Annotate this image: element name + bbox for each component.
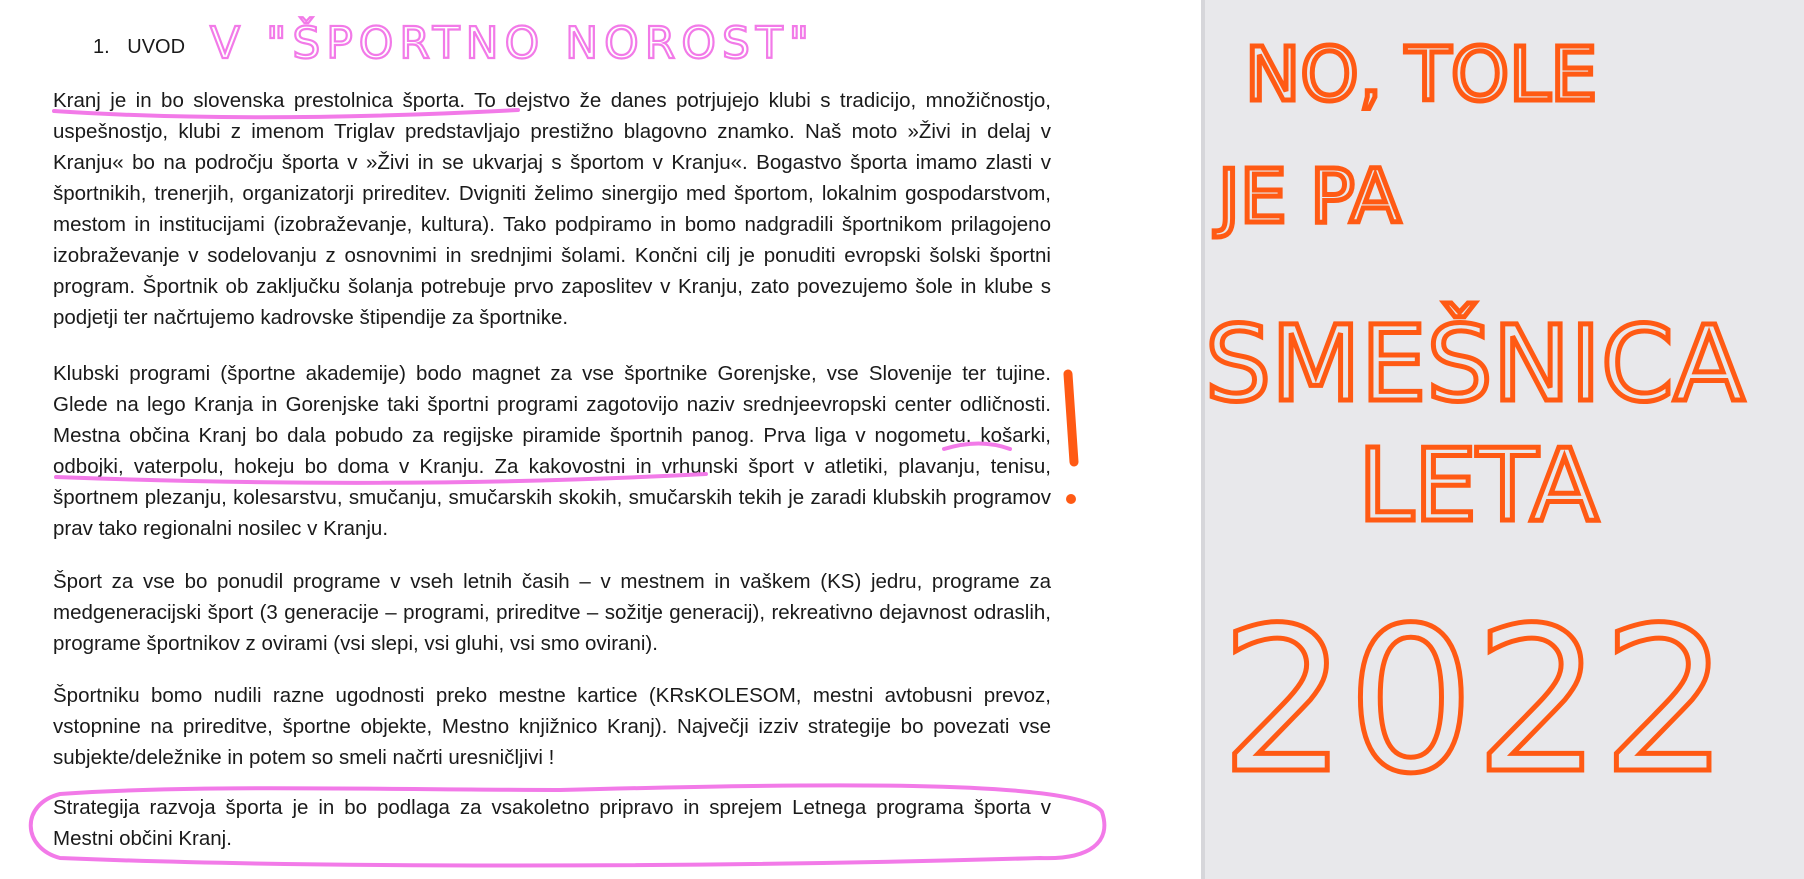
side-note-line-3: SMEŠNICA: [1205, 303, 1745, 425]
paragraph-3: Šport za vse bo ponudil programe v vseh letnih časih – v mestnem in vaškem (KS) jedru, programe za medgeneracijski šport (3 generacije – programi, prireditve – sožitje generacij), rekreativno dejavnost odraslih, programe športnikov z ovirami (vsi slepi, vsi gluhi, vsi smo ovirani).: [53, 570, 1051, 655]
heading-number: 1.: [93, 36, 110, 58]
heading-title: UVOD: [127, 36, 186, 58]
paragraph-5: Strategija razvoja športa je in bo podlaga za vsakoletno pripravo in sprejem Letnega programa športa v Mestni občini Kranj.: [53, 796, 1051, 850]
paragraph-4: Športniku bomo nudili razne ugodnosti preko mestne kartice (KRsKOLESOM, mestni avtobusni prevoz, vstopnine na prireditve, športne objekte, Mestno knjižnico Kranj). Največji izziv strategije bo povezati vse subjekte/deležnike in potem so smeli načrti uresničljivi !: [53, 684, 1051, 769]
margin-area: [1205, 0, 1804, 879]
heading-note: V "ŠPORTNO NOROST": [210, 18, 815, 69]
side-note-line-2: JE PA: [1218, 154, 1401, 240]
side-note-line-1: NO, TOLE: [1245, 32, 1598, 118]
paragraph-2: Klubski programi (športne akademije) bodo magnet za vse športnike Gorenjske, vse Slovenije ter tujine. Glede na lego Kranja in Gorenjske taki športni programi zagotovijo naziv srednjeevropski center odličnosti. Mestna občina Kranj bo dala pobudo za regijske piramide športnih panog. Prva liga v nogometu, košarki, odbojki, vaterpolu, hokeju bo doma v Kranju. Za kakovostni in vrhunski šport v atletiki, plavanju, tenisu, športnem plezanju, kolesarstvu, smučanju, smučarskih skokih, smučarskih tekih je zaradi klubskih programov prav tako regionalni nosilec v Kranju.: [53, 362, 1051, 540]
side-note-line-5: 2022: [1220, 585, 1729, 818]
section-heading: [93, 36, 185, 59]
side-note-line-4: LETA: [1358, 427, 1599, 544]
paragraph-1: Kranj je in bo slovenska prestolnica športa. To dejstvo že danes potrjujejo klubi s tradicijo, množičnostjo, uspešnostjo, klubi z imenom Triglav predstavljajo prestižno blagovno znamko. Naš moto »Živi in delaj v Kranju« bo na področju športa v »Živi in se ukvarjaj s športom v Kranju«. Bogastvo športa imamo zlasti v športnikih, trenerjih, organizatorji prireditev. Dvigniti želimo sinergijo med športom, lokalnim gospodarstvom, mestom in institucijami (izobraževanje, kultura). Tako podpiramo in bomo nadgradili športnikom prilagojeno izobraževanje v sodelovanju z osnovnimi in srednjimi šolami. Končni cilj je ponuditi evropski šolski športni program. Športnik ob zaključku šolanja potrebuje prvo zaposlitev v Kranju, zato povezujemo šole in klube s podjetji ter načrtujemo kadrovske štipendije za športnike.: [53, 89, 1051, 329]
